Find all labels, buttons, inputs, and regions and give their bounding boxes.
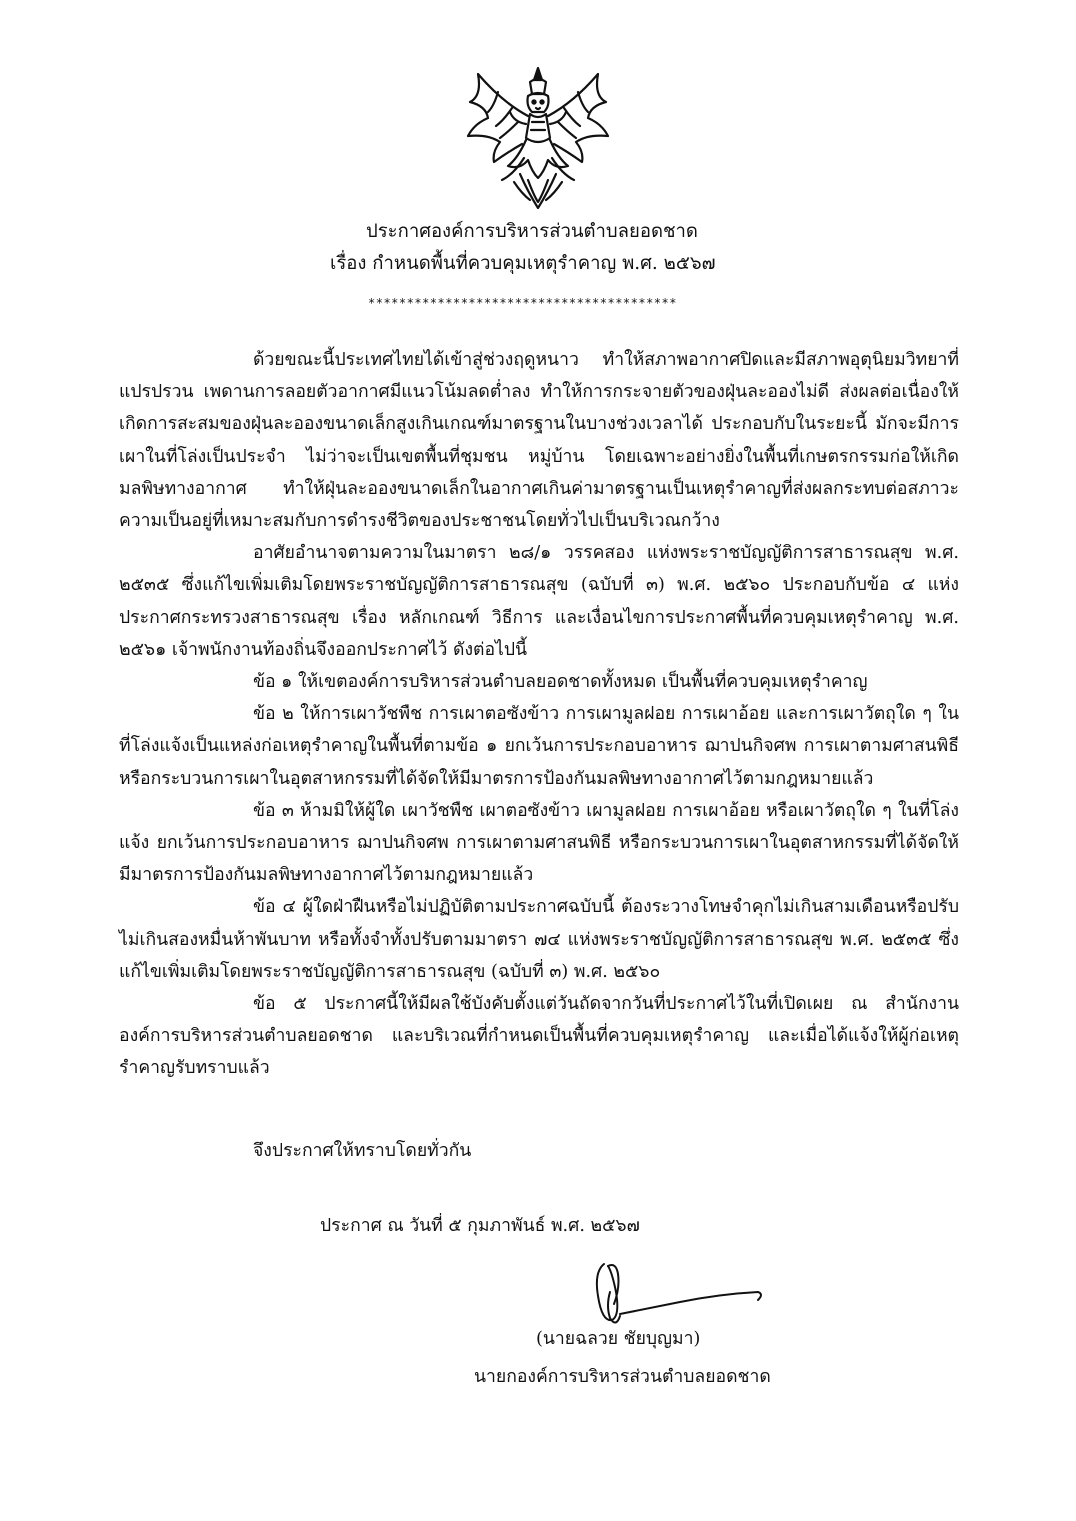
document-title [330,216,850,280]
garuda-emblem-icon [458,62,618,214]
signer-name: (นายฉลวย ชัยบุญมา) [536,1329,701,1349]
announcement-body [119,344,959,1085]
clause-3: ข้อ ๓ ห้ามมิให้ผู้ใด เผาวัชพืช เผาตอซังข้าว เผามูลฝอย การเผาอ้อย หรือเผาวัตถุใด ๆ ในที่โล่งแจ้ง ยกเว้นการประกอบอาหาร ฌาปนกิจศพ การเผาตามศาสนพิธี หรือกระบวนการเผาในอุตสาหกรรมที่ได้จัดให้มีมาตรการป้องกันมลพิษทางอากาศไว้ตามกฎหมายแล้ว [119,800,959,886]
clause-4: ข้อ ๔ ผู้ใดฝ่าฝืนหรือไม่ปฏิบัติตามประกาศฉบับนี้ ต้องระวางโทษจำคุกไม่เกินสามเดือนหรือปรับไม่เกินสองหมื่นห้าพันบาท หรือทั้งจำทั้งปรับตามมาตรา ๗๔ แห่งพระราชบัญญัติการสาธารณสุข พ.ศ. ๒๕๓๕ ซึ่งแก้ไขเพิ่มเติมโดยพระราชบัญญัติการสาธารณสุข (ฉบับที่ ๓) พ.ศ. ๒๕๖๐ [119,897,959,982]
clause-2: ข้อ ๒ ให้การเผาวัชพืช การเผาตอซังข้าว การเผามูลฝอย การเผาอ้อย และการเผาวัตถุใด ๆ ในที่โล่งแจ้งเป็นแหล่งก่อเหตุรำคาญในพื้นที่ตามข้อ ๑ ยกเว้นการประกอบอาหาร ฌาปนกิจศพ การเผาตามศาสนพิธีหรือกระบวนการเผาในอุตสาหกรรมที่ได้จัดให้มีมาตรการป้องกันมลพิษทางอากาศไว้ตามกฎหมายแล้ว [119,704,959,789]
clause-5: ข้อ ๕ ประกาศนี้ให้มีผลใช้บังคับตั้งแต่วันถัดจากวันที่ประกาศไว้ในที่เปิดเผย ณ สำนักงานองค์การบริหารส่วนตำบลยอดชาด และบริเวณที่กำหนดเป็นพื้นที่ควบคุมเหตุรำคาญ และเมื่อได้แจ้งให้ผู้ก่อเหตุรำคาญรับทราบแล้ว [119,994,959,1079]
paragraph-authority: อาศัยอำนาจตามความในมาตรา ๒๘/๑ วรรคสอง แห่งพระราชบัญญัติการสาธารณสุข พ.ศ. ๒๕๓๕ ซึ่งแก้ไขเพิ่มเติมโดยพระราชบัญญัติการสาธารณสุข (ฉบับที่ ๓) พ.ศ. ๒๕๖๐ ประกอบกับข้อ ๔ แห่งประกาศกระทรวงสาธารณสุข เรื่อง หลักเกณฑ์ วิธีการ และเงื่อนไขการประกาศพื้นที่ควบคุมเหตุรำคาญ พ.ศ. ๒๕๖๑ เจ้าพนักงานท้องถิ่นจึงออกประกาศไว้ ดังต่อไปนี้ [119,543,959,660]
announcement-heading: ประกาศองค์การบริหารส่วนตำบลยอดชาด [366,221,698,242]
signer-title: นายกองค์การบริหารส่วนตำบลยอดชาด [474,1367,771,1387]
handwritten-signature-icon [580,1252,770,1332]
announcement-subject: เรื่อง กำหนดพื้นที่ควบคุมเหตุรำคาญ พ.ศ. ๒๕๖๗ [330,253,716,274]
clause-1: ข้อ ๑ ให้เขตองค์การบริหารส่วนตำบลยอดชาดทั้งหมด เป็นพื้นที่ควบคุมเหตุรำคาญ [253,672,868,693]
separator-line: **************************************** [368,296,677,310]
paragraph-background: ด้วยขณะนี้ประเทศไทยได้เข้าสู่ช่วงฤดูหนาว ทำให้สภาพอากาศปิดและมีสภาพอุตุนิยมวิทยาที่แปรปรวน เพดานการลอยตัวอากาศมีแนวโน้มลดต่ำลง ทำให้การกระจายตัวของฝุ่นละอองไม่ดี ส่งผลต่อเนื่องให้เกิดการสะสมของฝุ่นละอองขนาดเล็กสูงเกินเกณฑ์มาตรฐานในบางช่วงเวลาได้ ประกอบกับในระยะนี้ มักจะมีการเผาในที่โล่งเป็นประจำ ไม่ว่าจะเป็นเขตพื้นที่ชุมชน หมู่บ้าน โดยเฉพาะอย่างยิ่งในพื้นที่เกษตรกรรมก่อให้เกิดมลพิษทางอากาศ ทำให้ฝุ่นละอองขนาดเล็กในอากาศเกินค่ามาตรฐานเป็นเหตุรำคาญที่ส่งผลกระทบต่อสภาวะความเป็นอยู่ที่เหมาะสมกับการดำรงชีวิตของประชาชนโดยทั่วไปเป็นบริเวณกว้าง [119,350,959,532]
closing-statement: จึงประกาศให้ทราบโดยทั่วกัน [253,1141,472,1161]
announcement-date: ประกาศ ณ วันที่ ๕ กุมภาพันธ์ พ.ศ. ๒๕๖๗ [320,1216,640,1236]
